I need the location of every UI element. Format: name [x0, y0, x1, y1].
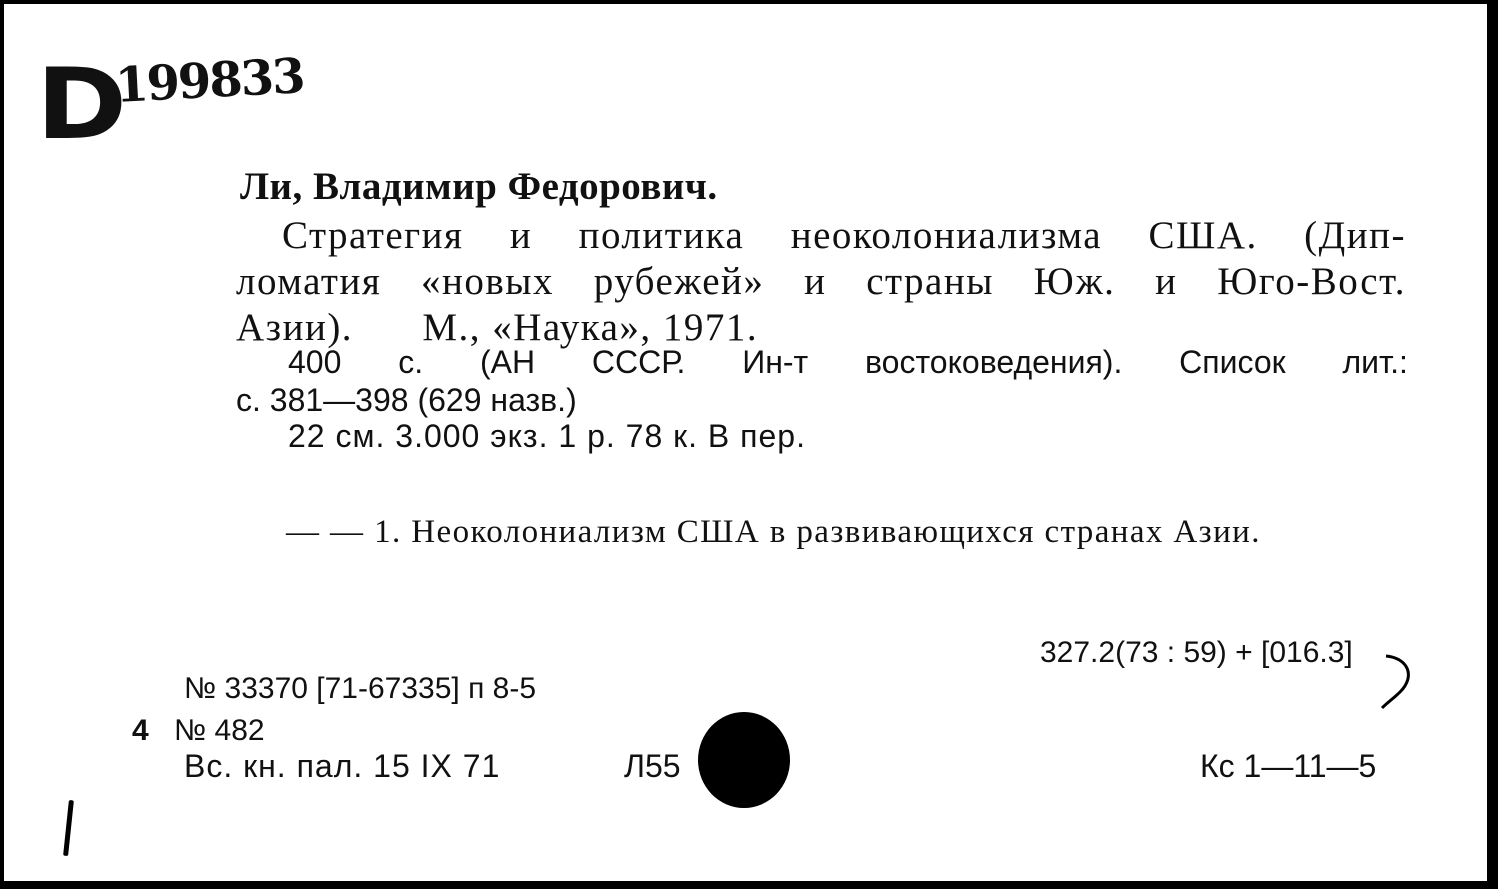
title-word: неоколониализма [790, 214, 1103, 257]
title-word: (Дип- [1304, 214, 1406, 257]
title-word: США. [1148, 214, 1258, 257]
punch-hole [698, 712, 790, 808]
title-word: и [804, 260, 827, 303]
physical-word: СССР. [591, 344, 686, 380]
title-word: «новых [421, 260, 554, 303]
subject-heading: — — 1. Неоколониализм США в развивающихся странах Азии. [286, 514, 1261, 550]
physical-word: 400 [288, 344, 342, 380]
physical-description [288, 346, 1408, 378]
catalog-card [4, 4, 1490, 884]
author-name: Ли, Владимир Федорович. [240, 165, 718, 208]
title-word: рубежей» [593, 260, 765, 303]
price-line: 22 см. 3.000 экз. 1 р. 78 к. В пер. [288, 418, 806, 454]
title-word: Юго-Вост. [1217, 260, 1406, 303]
pen-mark [63, 800, 74, 856]
catalog-code: Кс 1—11—5 [1200, 748, 1377, 784]
card-number: № 482 [174, 714, 265, 747]
title-word: и [1155, 260, 1178, 303]
physical-word: (АН [479, 344, 536, 380]
physical-word: Список [1179, 344, 1286, 380]
physical-word: с. [398, 344, 424, 380]
stamp-letter: D [36, 48, 128, 162]
hook-mark [1378, 652, 1418, 710]
physical-word: востоковедения). [865, 344, 1123, 380]
bibliography-pages: с. 381—398 (629 назв.) [236, 382, 577, 418]
title-word: Юж. [1033, 260, 1116, 303]
print-info: Вс. кн. пал. 15 IX 71 [184, 748, 501, 784]
title-line-3 [236, 308, 758, 347]
title-word: политика [578, 214, 745, 257]
card-number-prefix: 4 [132, 714, 149, 747]
title-word: страны [866, 260, 994, 303]
title-word: ломатия [236, 260, 382, 303]
title-end: Азии). [236, 306, 354, 349]
classification-code: 327.2(73 : 59) + [016.3] [1040, 636, 1353, 669]
publisher-info: М., «Наука», 1971. [422, 306, 759, 349]
index-code: Л55 [624, 748, 681, 784]
title-line-2 [236, 262, 1406, 301]
record-number: № 33370 [71-67335] п 8-5 [184, 672, 537, 705]
physical-word: Ин-т [742, 344, 809, 380]
physical-word: лит.: [1342, 344, 1408, 380]
title-word: Стратегия [282, 214, 464, 257]
stamp-number: 199833 [113, 48, 305, 114]
title-word: и [509, 214, 533, 257]
title-line-1 [282, 216, 1406, 255]
